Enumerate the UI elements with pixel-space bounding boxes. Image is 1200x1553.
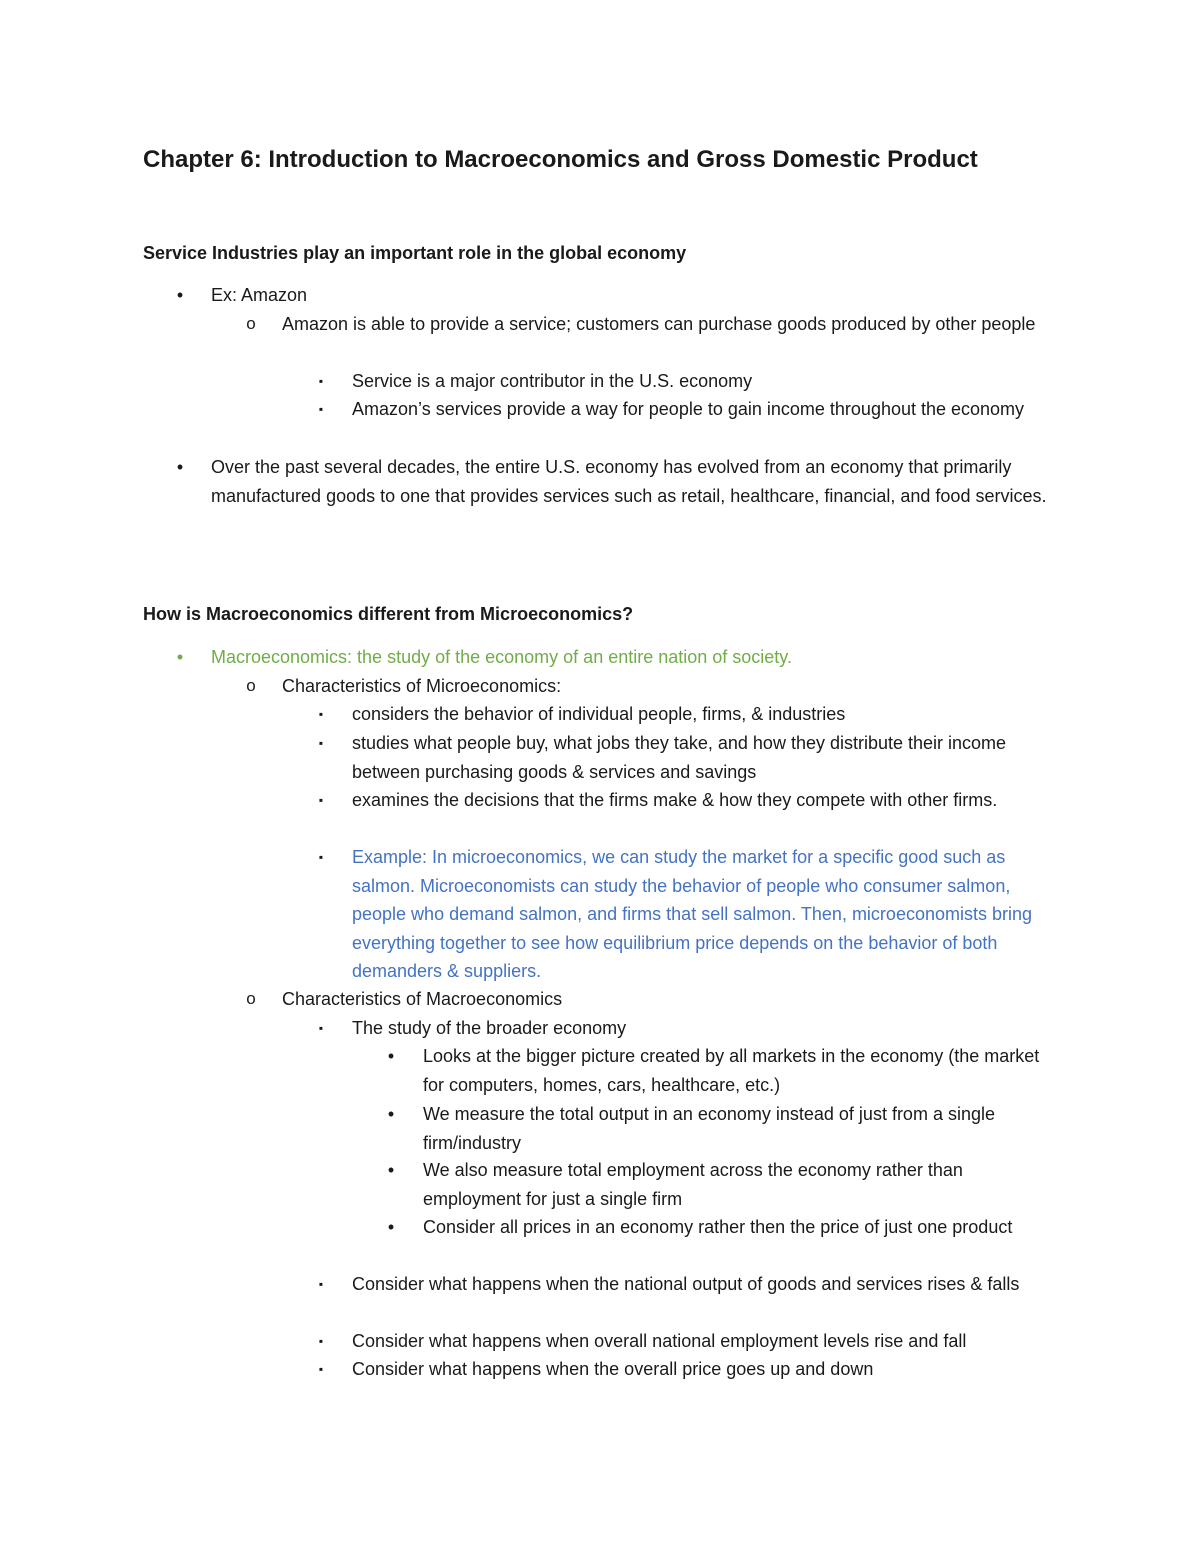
list-item: Amazon is able to provide a service; customers can purchase goods produced by other people [282,314,1036,334]
bullet-marker: • [387,1046,395,1066]
section-heading-macro-vs-micro: How is Macroeconomics different from Microeconomics? [143,604,634,624]
list-item: We measure the total output in an economy instead of just from a single firm/industry [423,1104,995,1153]
bullet-marker: • [387,1104,395,1124]
square-marker: ▪ [318,402,324,416]
section-heading-service-industries: Service Industries play an important role in the global economy [143,243,687,263]
definition-item: Macroeconomics: the study of the economy of an entire nation of society. [211,647,792,667]
square-marker: ▪ [318,1277,324,1291]
bullet-marker: • [387,1217,395,1237]
list-item: Over the past several decades, the entire U.S. economy has evolved from an economy that primarily manufactured goods to one that provides services such as retail, healthcare, financial, and food services. [211,457,1047,506]
circle-marker: o [246,314,256,333]
list-item: The study of the broader economy [352,1018,627,1038]
bullet-marker: • [387,1160,395,1180]
bullet-marker: • [176,647,184,667]
square-marker: ▪ [318,1021,324,1035]
list-item: Ex: Amazon [211,285,308,305]
list-item: Consider what happens when the national output of goods and services rises & falls [352,1274,1020,1294]
circle-marker: o [246,676,256,695]
list-item: Amazon’s services provide a way for people to gain income throughout the economy [352,399,1025,419]
square-marker: ▪ [318,850,324,864]
list-item: Consider what happens when overall national employment levels rise and fall [352,1331,967,1351]
example-item: Example: In microeconomics, we can study the market for a specific good such as salmon. Microeconomists can study the behavior of people who consumer salmon, people who demand salmon, and firms that sell salmon. Then, microeconomists bring everything together to see how equilibrium price depends on the behavior of both demanders & suppliers. [352,847,1033,981]
square-marker: ▪ [318,707,324,721]
list-item: studies what people buy, what jobs they take, and how they distribute their income between purchasing goods & services and savings [352,733,1007,782]
macro-characteristics-label: Characteristics of Macroeconomics [282,989,563,1009]
list-item: Service is a major contributor in the U.S. economy [352,371,753,391]
square-marker: ▪ [318,736,324,750]
list-item: examines the decisions that the firms make & how they compete with other firms. [352,790,998,810]
bullet-marker: • [176,457,184,477]
list-item: Consider what happens when the overall price goes up and down [352,1359,874,1379]
circle-marker: o [246,989,256,1008]
list-item: We also measure total employment across the economy rather than employment for just a single firm [423,1160,963,1209]
square-marker: ▪ [318,1334,324,1348]
list-item: Looks at the bigger picture created by all markets in the economy (the market for computers, homes, cars, healthcare, etc.) [423,1046,1040,1095]
square-marker: ▪ [318,1362,324,1376]
bullet-marker: • [176,285,184,305]
square-marker: ▪ [318,793,324,807]
page-title: Chapter 6: Introduction to Macroeconomics and Gross Domestic Product [143,146,978,173]
micro-characteristics-label: Characteristics of Microeconomics: [282,676,562,696]
list-item: considers the behavior of individual people, firms, & industries [352,704,846,724]
square-marker: ▪ [318,374,324,388]
list-item: Consider all prices in an economy rather then the price of just one product [423,1217,1013,1237]
